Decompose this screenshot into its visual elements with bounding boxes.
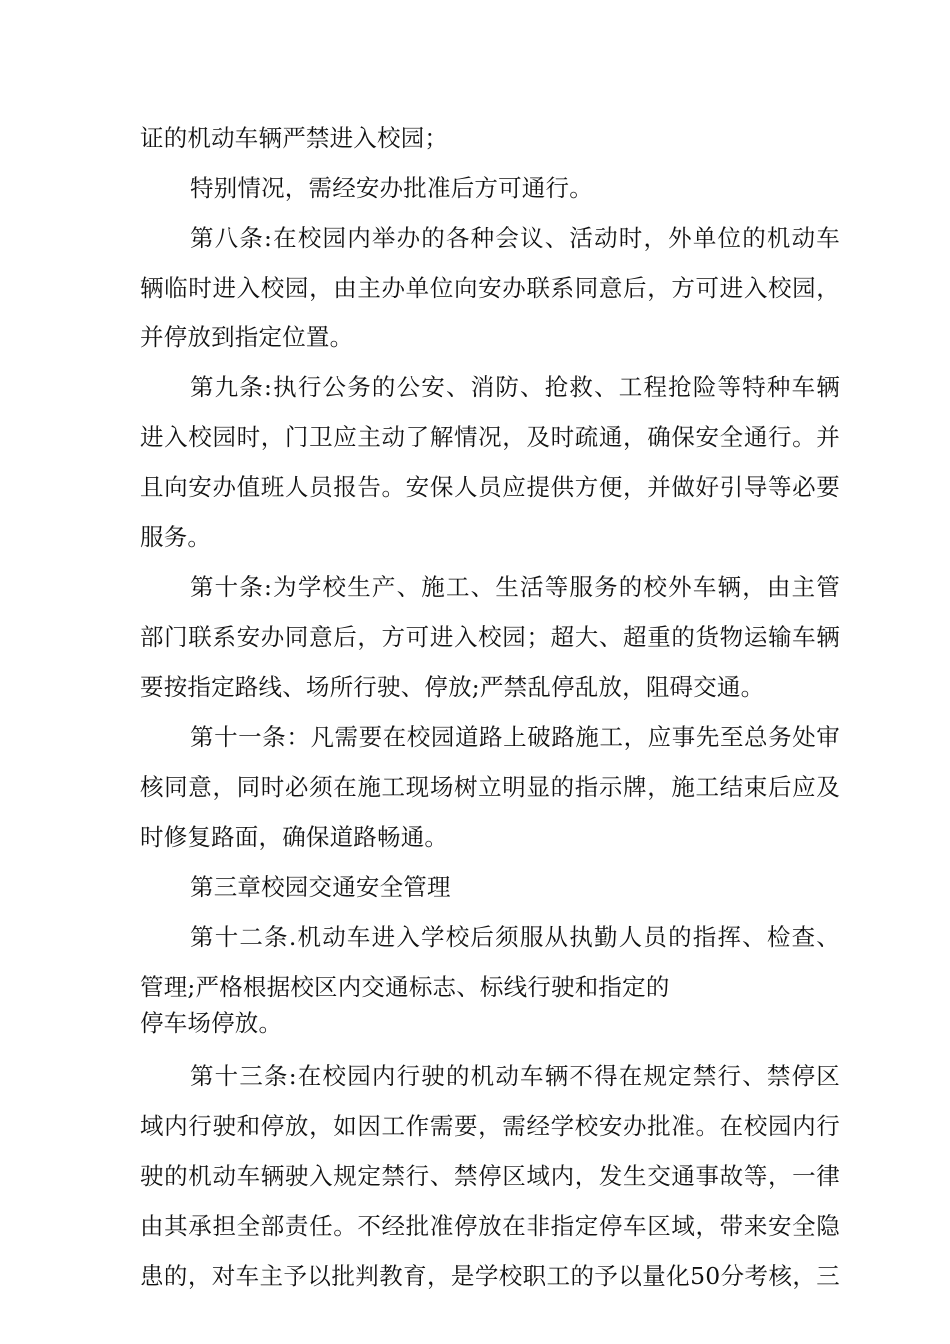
text-line: 时修复路面，确保道路畅通。 (140, 823, 449, 851)
text-line: 驶的机动车辆驶入规定禁行、禁停区域内，发生交通事故等，一律 (140, 1162, 840, 1190)
article-9-heading-line: 第九条:执行公务的公安、消防、抢救、工程抢险等特种车辆 (190, 373, 840, 401)
text-line: 特别情况，需经安办批准后方可通行。 (190, 174, 593, 202)
chapter-3-heading: 第三章校园交通安全管理 (190, 873, 451, 901)
text-line: 证的机动车辆严禁进入校园； (140, 124, 449, 152)
article-11-heading-line: 第十一条：凡需要在校园道路上破路施工，应事先至总务处审 (190, 723, 840, 751)
text-line: 服务。 (140, 523, 212, 551)
text-line: 进入校园时，门卫应主动了解情况，及时疏通，确保安全通行。并 (140, 423, 840, 451)
article-8-heading-line: 第八条:在校园内举办的各种会议、活动时，外单位的机动车 (190, 224, 840, 252)
article-13-heading-line: 第十三条:在校园内行驶的机动车辆不得在规定禁行、禁停区 (190, 1062, 840, 1090)
text-line: 管理;严格根据校区内交通标志、标线行驶和指定的 (140, 973, 670, 1001)
article-10-heading-line: 第十条:为学校生产、施工、生活等服务的校外车辆，由主管 (190, 573, 840, 601)
text-line: 域内行驶和停放，如因工作需要，需经学校安办批准。在校园内行 (140, 1112, 840, 1140)
article-12-heading-line: 第十二条.机动车进入学校后须服从执勤人员的指挥、检查、 (190, 923, 840, 951)
text-line: 由其承担全部责任。不经批准停放在非指定停车区域，带来安全隐 (140, 1212, 840, 1240)
text-line: 辆临时进入校园，由主办单位向安办联系同意后，方可进入校园， (140, 274, 840, 302)
text-line: 患的，对车主予以批判教育，是学校职工的予以量化50分考核，三 (140, 1262, 840, 1290)
text-line: 并停放到指定位置。 (140, 323, 354, 351)
text-line: 核同意，同时必须在施工现场树立明显的指示牌，施工结束后应及 (140, 773, 840, 801)
text-line: 部门联系安办同意后，方可进入校园；超大、超重的货物运输车辆 (140, 623, 840, 651)
text-line: 要按指定路线、场所行驶、停放;严禁乱停乱放，阻碍交通。 (140, 673, 765, 701)
text-line: 停车场停放。 (140, 1009, 283, 1037)
text-line: 且向安办值班人员报告。安保人员应提供方便，并做好引导等必要 (140, 473, 840, 501)
